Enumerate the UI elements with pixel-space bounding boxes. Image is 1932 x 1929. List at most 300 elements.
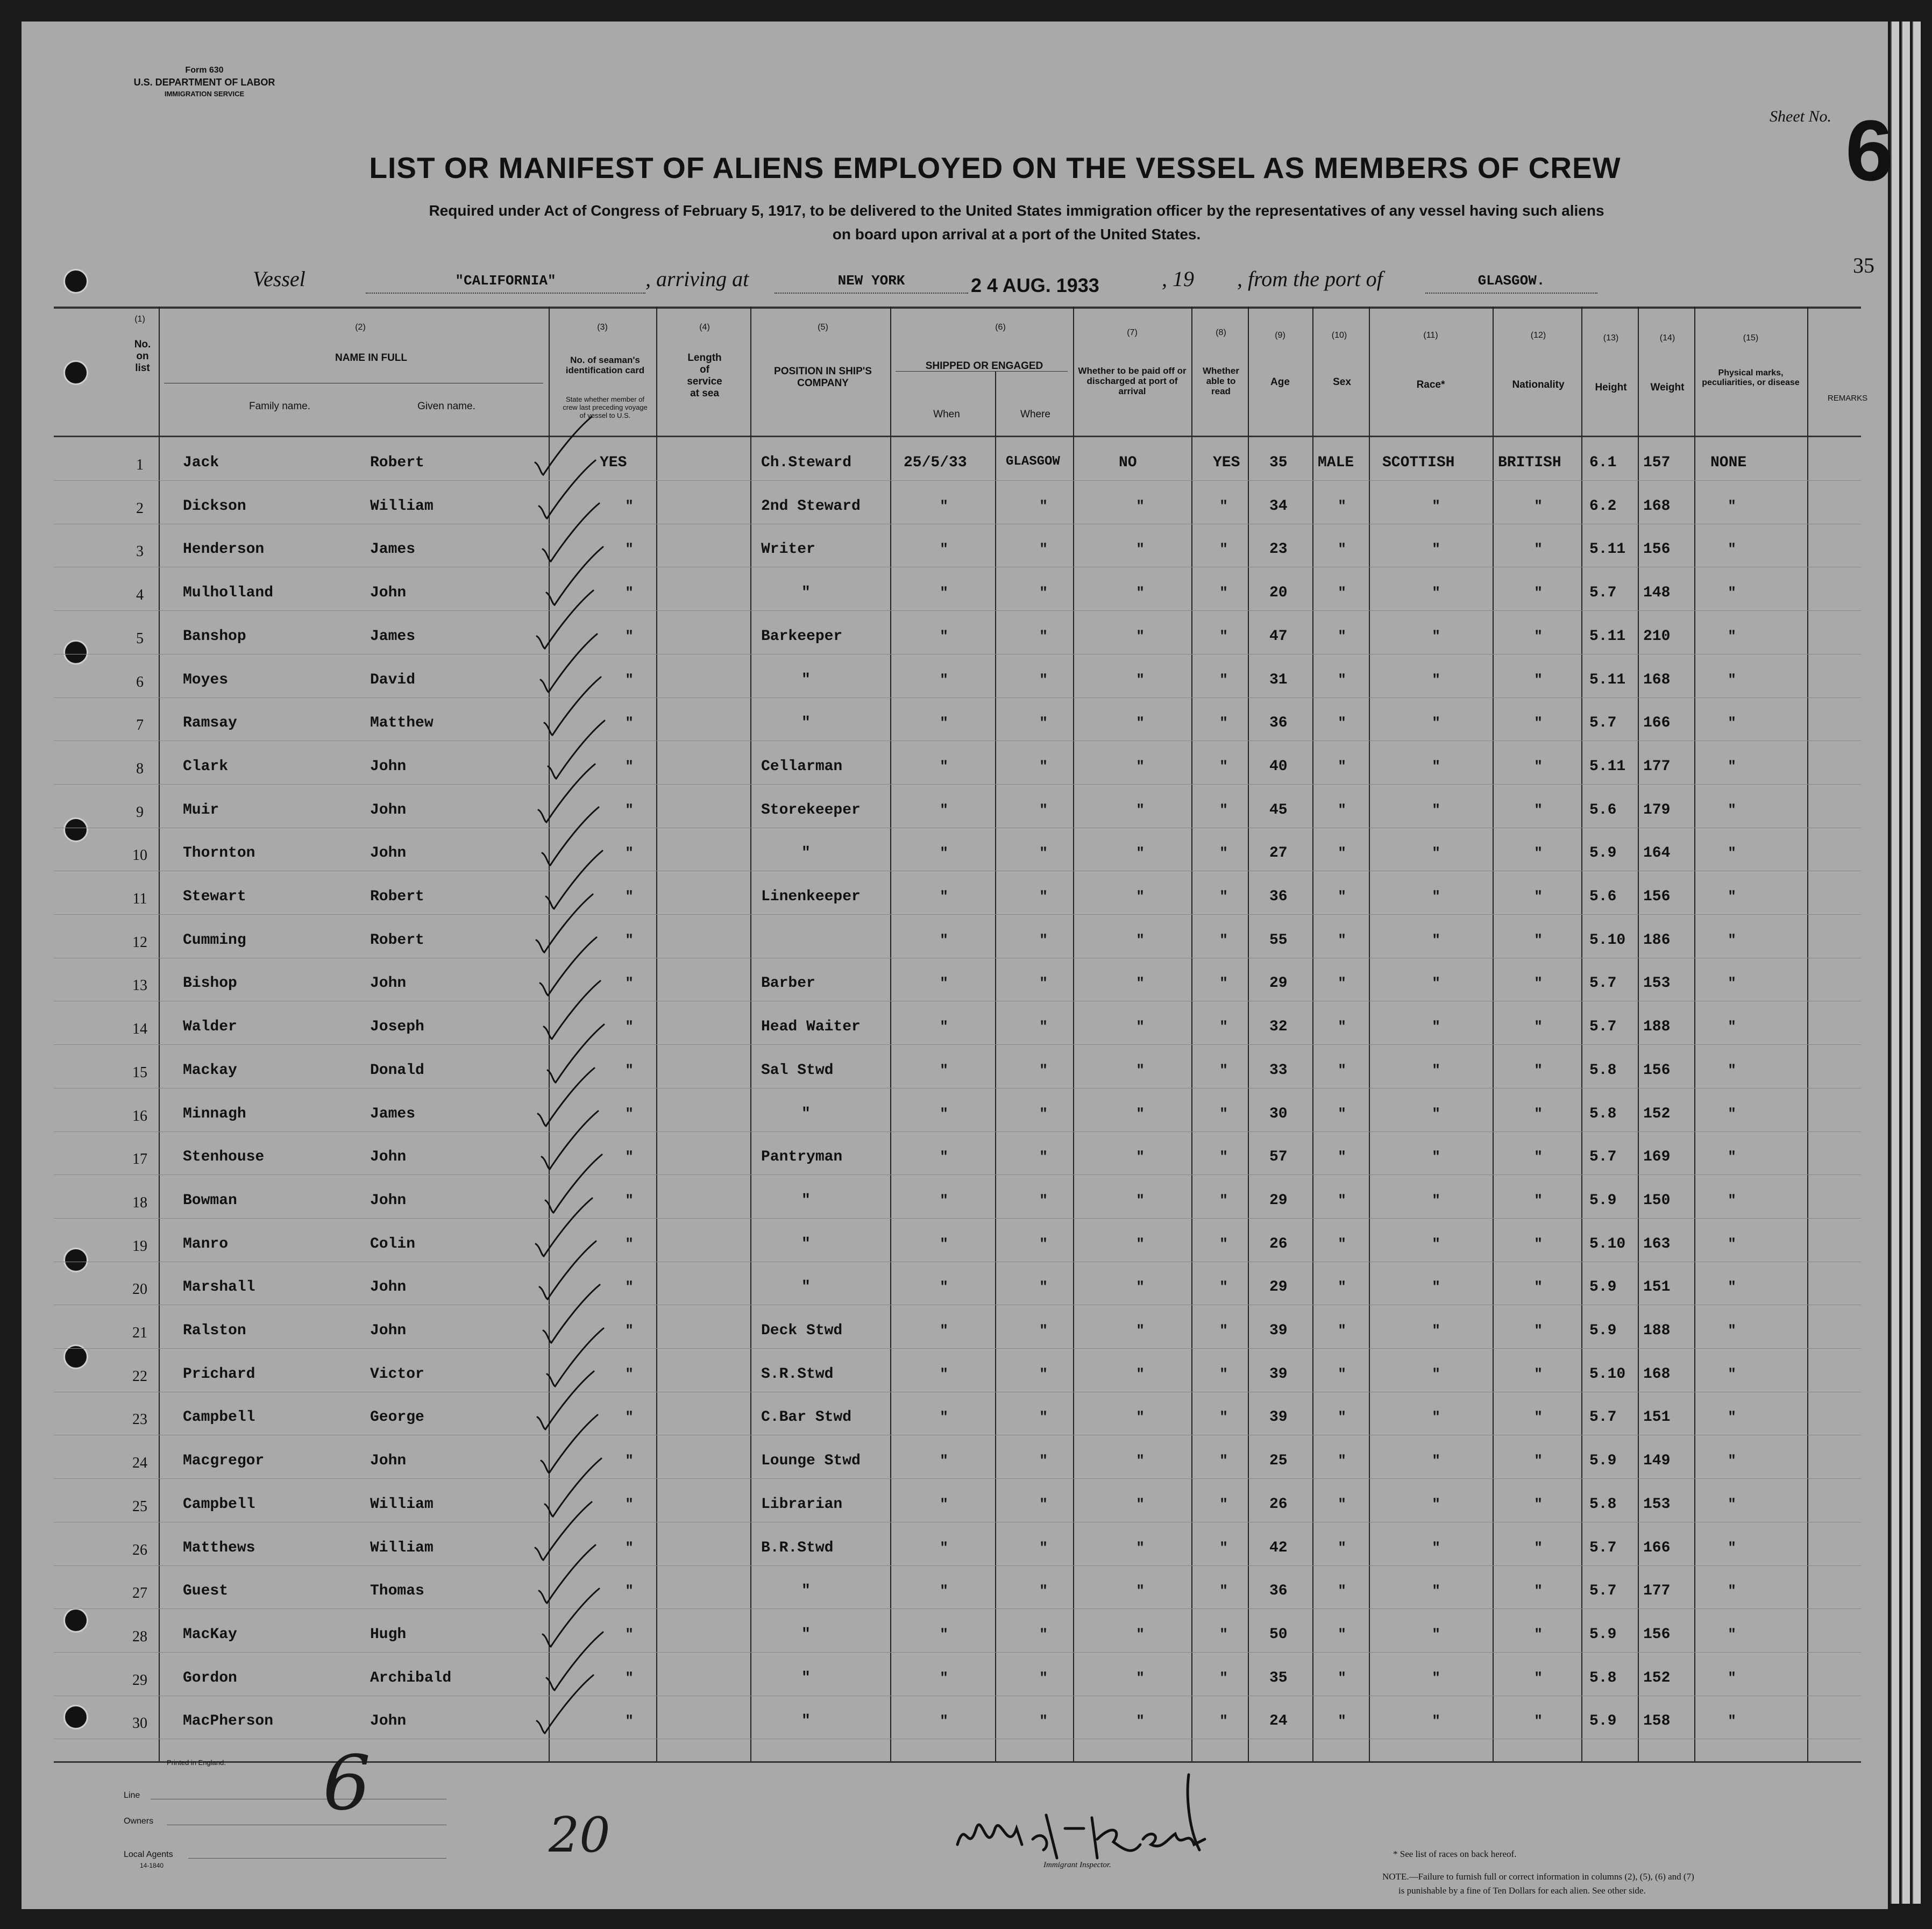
where-ditto: "	[1039, 672, 1048, 688]
col-rule	[890, 307, 891, 1761]
marks-ditto: "	[1728, 585, 1736, 601]
marks-ditto: "	[1728, 715, 1736, 731]
nationality-ditto: "	[1534, 888, 1543, 905]
form-code: 14-1840	[140, 1862, 164, 1869]
where-ditto: "	[1039, 1496, 1048, 1512]
when-ditto: "	[940, 1626, 948, 1642]
sex-ditto: "	[1338, 672, 1346, 688]
race-ditto: "	[1432, 1019, 1440, 1035]
height: 5.8	[1589, 1496, 1617, 1513]
nationality-ditto: "	[1534, 1713, 1543, 1729]
race-ditto: "	[1432, 715, 1440, 731]
height: 5.9	[1589, 1453, 1617, 1469]
sex-ditto: "	[1338, 1019, 1346, 1035]
sex-ditto: "	[1338, 1106, 1346, 1122]
col-rule	[1073, 307, 1074, 1761]
id-card-ditto: "	[625, 672, 634, 688]
when-ditto: "	[940, 1453, 948, 1469]
col8-number: (8)	[1216, 328, 1226, 337]
nationality-ditto: "	[1534, 585, 1543, 601]
family-name: Cumming	[183, 932, 246, 949]
when-ditto: "	[940, 1713, 948, 1729]
marks-ditto: "	[1728, 1106, 1736, 1122]
row-rule	[54, 1652, 1861, 1653]
read-ditto: "	[1219, 1192, 1228, 1208]
col6-number: (6)	[995, 323, 1006, 332]
col4-number: (4)	[699, 323, 710, 332]
ship-position: Cellarman	[761, 758, 843, 775]
age: 45	[1269, 802, 1288, 818]
marks-ditto: "	[1728, 498, 1736, 514]
marks-ditto: "	[1728, 1062, 1736, 1078]
sex: MALE	[1318, 454, 1354, 471]
read-ditto: "	[1219, 845, 1228, 861]
sheet-label: Sheet No.	[1770, 108, 1831, 125]
when-ditto: "	[940, 1670, 948, 1686]
age: 34	[1269, 498, 1288, 515]
age: 31	[1269, 672, 1288, 688]
marks-ditto: "	[1728, 1019, 1736, 1035]
row-rule	[54, 1565, 1861, 1566]
given-name: Hugh	[370, 1626, 407, 1643]
sex-ditto: "	[1338, 1540, 1346, 1556]
binder-hole	[63, 360, 88, 385]
paid-ditto: "	[1136, 1106, 1145, 1122]
read-ditto: "	[1219, 498, 1228, 514]
col2-family-header: Family name.	[248, 401, 311, 412]
nationality-ditto: "	[1534, 1106, 1543, 1122]
check-mark-icon	[526, 1670, 601, 1740]
sex-ditto: "	[1338, 932, 1346, 948]
race-ditto: "	[1432, 1279, 1440, 1295]
row-number: 28	[132, 1628, 147, 1645]
family-name: MacPherson	[183, 1713, 274, 1729]
height: 5.10	[1589, 932, 1626, 949]
row-number: 5	[136, 630, 144, 647]
paid-ditto: "	[1136, 758, 1145, 774]
family-name: Gordon	[183, 1670, 237, 1686]
race-ditto: "	[1432, 932, 1440, 948]
when-ditto: "	[940, 585, 948, 601]
height: 5.6	[1589, 802, 1617, 818]
manifest-sheet	[22, 22, 1893, 1909]
when-ditto: "	[940, 1236, 948, 1252]
read-ditto: "	[1219, 1583, 1228, 1599]
nationality-ditto: "	[1534, 1409, 1543, 1425]
weight: 156	[1643, 888, 1671, 905]
height: 5.10	[1589, 1236, 1626, 1252]
read-ditto: "	[1219, 1540, 1228, 1556]
document-subtitle	[290, 199, 1743, 246]
department: U.S. DEPARTMENT OF LABOR	[133, 77, 275, 88]
ship-position: "	[801, 715, 811, 731]
col-rule	[750, 307, 751, 1761]
id-card-ditto: "	[625, 932, 634, 948]
ship-position: "	[801, 1713, 811, 1729]
id-card-ditto: "	[625, 1019, 634, 1035]
when-ditto: "	[940, 715, 948, 731]
penalty-note-1: NOTE.—Failure to furnish full or correct information in columns (2), (5), (6) and (7)	[1382, 1871, 1694, 1882]
paid-ditto: "	[1136, 1409, 1145, 1425]
age: 20	[1269, 585, 1288, 601]
sex-ditto: "	[1338, 888, 1346, 905]
ship-position: C.Bar Stwd	[761, 1409, 852, 1426]
col-rule	[1312, 307, 1313, 1761]
when-ditto: "	[940, 1540, 948, 1556]
table-top-rule	[54, 307, 1861, 309]
marks-ditto: "	[1728, 1322, 1736, 1339]
where-ditto: "	[1039, 802, 1048, 818]
where-ditto: "	[1039, 932, 1048, 948]
paid-off: NO	[1119, 454, 1137, 471]
nationality-ditto: "	[1534, 758, 1543, 774]
owners-label: Owners	[124, 1817, 154, 1826]
col6-header: SHIPPED OR ENGAGED	[925, 360, 1043, 372]
shipped-where: GLASGOW	[1006, 454, 1060, 469]
year-label: , 19	[1162, 267, 1194, 291]
paid-ditto: "	[1136, 541, 1145, 557]
sex-ditto: "	[1338, 1670, 1346, 1686]
where-ditto: "	[1039, 1713, 1048, 1729]
row-number: 24	[132, 1455, 147, 1471]
ship-position: Linenkeeper	[761, 888, 861, 905]
document-title: LIST OR MANIFEST OF ALIENS EMPLOYED ON THE VESSEL AS MEMBERS OF CREW	[369, 151, 1621, 184]
marks-ditto: "	[1728, 888, 1736, 905]
when-ditto: "	[940, 888, 948, 905]
nationality-ditto: "	[1534, 1496, 1543, 1512]
paid-ditto: "	[1136, 715, 1145, 731]
race-ditto: "	[1432, 1670, 1440, 1686]
id-card-ditto: "	[625, 1583, 634, 1599]
given-name: John	[370, 845, 407, 862]
weight: 156	[1643, 1062, 1671, 1079]
race-ditto: "	[1432, 672, 1440, 688]
ship-position: S.R.Stwd	[761, 1366, 834, 1383]
weight: 152	[1643, 1106, 1671, 1122]
marks-ditto: "	[1728, 1670, 1736, 1686]
race-ditto: "	[1432, 1366, 1440, 1382]
family-name: Banshop	[183, 628, 246, 645]
when-ditto: "	[940, 1106, 948, 1122]
weight: 163	[1643, 1236, 1671, 1252]
where-ditto: "	[1039, 715, 1048, 731]
paid-ditto: "	[1136, 1062, 1145, 1078]
paid-ditto: "	[1136, 845, 1145, 861]
from-port: GLASGOW.	[1425, 269, 1597, 294]
col2-header: NAME IN FULL	[335, 352, 408, 364]
sex-ditto: "	[1338, 1496, 1346, 1512]
col9-header: Age	[1270, 376, 1290, 388]
read-ditto: "	[1219, 1106, 1228, 1122]
vessel-label: Vessel	[253, 267, 306, 291]
ship-position: Librarian	[761, 1496, 843, 1513]
family-name: Macgregor	[183, 1453, 265, 1469]
age: 55	[1269, 932, 1288, 949]
sex-ditto: "	[1338, 1149, 1346, 1165]
family-name: Campbell	[183, 1409, 255, 1426]
nationality-ditto: "	[1534, 1366, 1543, 1382]
col3-sub-header: State whether member of crew last preceding voyage of vessel to U.S.	[563, 395, 648, 419]
where-ditto: "	[1039, 1019, 1048, 1035]
col15-number: (15)	[1743, 333, 1759, 343]
age: 57	[1269, 1149, 1288, 1165]
family-name: Henderson	[183, 541, 265, 558]
family-name: Manro	[183, 1236, 229, 1252]
where-ditto: "	[1039, 1540, 1048, 1556]
marks-ditto: "	[1728, 1149, 1736, 1165]
marks-ditto: "	[1728, 1583, 1736, 1599]
race-ditto: "	[1432, 1149, 1440, 1165]
row-number: 10	[132, 847, 147, 864]
paid-ditto: "	[1136, 1453, 1145, 1469]
when-ditto: "	[940, 1192, 948, 1208]
family-name: Guest	[183, 1583, 229, 1599]
nationality-ditto: "	[1534, 802, 1543, 818]
sex-ditto: "	[1338, 1192, 1346, 1208]
weight: 156	[1643, 541, 1671, 558]
row-number: 26	[132, 1542, 147, 1558]
age: 32	[1269, 1019, 1288, 1035]
row-number: 6	[136, 674, 144, 691]
row-number: 15	[132, 1064, 147, 1081]
height: 5.9	[1589, 1322, 1617, 1339]
paid-ditto: "	[1136, 585, 1145, 601]
age: 35	[1269, 454, 1288, 471]
col3-header: No. of seaman's identification card	[565, 355, 645, 375]
row-rule	[54, 784, 1861, 785]
col7-header: Whether to be paid off or discharged at port of arrival	[1078, 366, 1187, 396]
handwritten-six: 6	[323, 1740, 371, 1827]
family-name: Minnagh	[183, 1106, 246, 1122]
id-card-status: YES	[600, 454, 627, 471]
family-name: Walder	[183, 1019, 237, 1035]
col9-number: (9)	[1275, 331, 1285, 340]
race-ditto: "	[1432, 1453, 1440, 1469]
binder-hole	[63, 1608, 88, 1633]
weight: 177	[1643, 1583, 1671, 1599]
col14-number: (14)	[1659, 333, 1675, 343]
nationality-ditto: "	[1534, 1453, 1543, 1469]
age: 35	[1269, 1670, 1288, 1686]
weight: 168	[1643, 1366, 1671, 1383]
ship-position: Sal Stwd	[761, 1062, 834, 1079]
id-card-ditto: "	[625, 541, 634, 557]
given-name: Robert	[370, 932, 424, 949]
nationality-ditto: "	[1534, 1583, 1543, 1599]
inspector-signature	[936, 1764, 1216, 1877]
binder-hole	[63, 1705, 88, 1729]
paid-ditto: "	[1136, 888, 1145, 905]
row-number: 2	[136, 500, 144, 517]
row-number: 23	[132, 1411, 147, 1428]
id-card-ditto: "	[625, 498, 634, 514]
row-number: 3	[136, 543, 144, 560]
given-name: John	[370, 758, 407, 775]
age: 36	[1269, 888, 1288, 905]
row-number: 13	[132, 977, 147, 994]
arriving-label: , arriving at	[645, 267, 749, 291]
ship-position: 2nd Steward	[761, 498, 861, 515]
marks-ditto: "	[1728, 1496, 1736, 1512]
col13-header: Height	[1595, 382, 1627, 393]
race-ditto: "	[1432, 802, 1440, 818]
row-rule	[54, 1348, 1861, 1349]
nationality-ditto: "	[1534, 1192, 1543, 1208]
weight: 151	[1643, 1279, 1671, 1296]
marks-ditto: "	[1728, 1409, 1736, 1425]
id-card-ditto: "	[625, 1626, 634, 1642]
when-ditto: "	[940, 975, 948, 991]
sex-ditto: "	[1338, 1453, 1346, 1469]
height: 5.7	[1589, 715, 1617, 731]
id-card-ditto: "	[625, 758, 634, 774]
col13-number: (13)	[1603, 333, 1619, 343]
race-ditto: "	[1432, 888, 1440, 905]
row-rule	[54, 610, 1861, 611]
ship-position: "	[801, 1626, 811, 1643]
where-ditto: "	[1039, 585, 1048, 601]
race-ditto: "	[1432, 1540, 1440, 1556]
subtitle-line-2: on board upon arrival at a port of the United States.	[832, 226, 1201, 243]
age: 36	[1269, 1583, 1288, 1599]
read-ditto: "	[1219, 1626, 1228, 1642]
sex-ditto: "	[1338, 1409, 1346, 1425]
row-number: 29	[132, 1672, 147, 1689]
family-name: Muir	[183, 802, 219, 818]
row-rule	[54, 914, 1861, 915]
given-name: John	[370, 1713, 407, 1729]
sex-ditto: "	[1338, 845, 1346, 861]
paid-ditto: "	[1136, 628, 1145, 644]
binder-hole	[63, 817, 88, 842]
where-ditto: "	[1039, 1409, 1048, 1425]
ship-position: "	[801, 1192, 811, 1209]
col-rule	[1581, 307, 1582, 1761]
weight: 166	[1643, 1540, 1671, 1556]
col11-number: (11)	[1423, 331, 1438, 340]
read-ditto: "	[1219, 1062, 1228, 1078]
id-card-ditto: "	[625, 1106, 634, 1122]
paid-ditto: "	[1136, 1322, 1145, 1339]
given-name: Archibald	[370, 1670, 452, 1686]
row-number: 27	[132, 1585, 147, 1601]
race-note: * See list of races on back hereof.	[1393, 1849, 1517, 1859]
nationality-ditto: "	[1534, 672, 1543, 688]
family-name: Campbell	[183, 1496, 255, 1513]
family-name: Bowman	[183, 1192, 237, 1209]
marks-ditto: "	[1728, 672, 1736, 688]
weight: 168	[1643, 672, 1671, 688]
page-edge	[1912, 22, 1921, 1904]
col8-header: Whether able to read	[1203, 366, 1239, 396]
ship-position: Head Waiter	[761, 1019, 861, 1035]
header-bottom-rule	[54, 436, 1861, 437]
race-ditto: "	[1432, 1322, 1440, 1339]
race-ditto: "	[1432, 1409, 1440, 1425]
nationality-ditto: "	[1534, 1626, 1543, 1642]
nationality-ditto: "	[1534, 1279, 1543, 1295]
nationality-ditto: "	[1534, 1062, 1543, 1078]
height: 5.7	[1589, 1149, 1617, 1165]
given-name: George	[370, 1409, 424, 1426]
id-card-ditto: "	[625, 1453, 634, 1469]
given-name: James	[370, 541, 416, 558]
height: 5.8	[1589, 1670, 1617, 1686]
col-rule	[159, 307, 160, 1761]
col6-where-header: Where	[1020, 409, 1050, 420]
height: 5.11	[1589, 628, 1626, 645]
race-ditto: "	[1432, 498, 1440, 514]
sex-ditto: "	[1338, 1236, 1346, 1252]
ship-position: Barkeeper	[761, 628, 843, 645]
subtitle-line-1: Required under Act of Congress of February 5, 1917, to be delivered to the United States immigration officer by the representatives of any vessel having such aliens	[429, 202, 1604, 219]
when-ditto: "	[940, 845, 948, 861]
where-ditto: "	[1039, 758, 1048, 774]
row-number: 9	[136, 804, 144, 821]
binder-hole	[63, 640, 88, 665]
paid-ditto: "	[1136, 1713, 1145, 1729]
row-number: 20	[132, 1281, 147, 1298]
nationality-ditto: "	[1534, 498, 1543, 514]
col11-header: Race*	[1416, 379, 1445, 390]
handwritten-twenty: 20	[549, 1807, 610, 1863]
row-number: 30	[132, 1715, 147, 1732]
penalty-note-2: is punishable by a fine of Ten Dollars for each alien. See other side.	[1398, 1885, 1646, 1896]
height: 5.8	[1589, 1062, 1617, 1079]
row-number: 11	[132, 891, 147, 907]
given-name: William	[370, 1496, 434, 1513]
when-ditto: "	[940, 1322, 948, 1339]
read-ditto: "	[1219, 888, 1228, 905]
family-name: Matthews	[183, 1540, 255, 1556]
id-card-ditto: "	[625, 1279, 634, 1295]
height: 5.9	[1589, 1279, 1617, 1296]
where-ditto: "	[1039, 888, 1048, 905]
read-ditto: "	[1219, 541, 1228, 557]
weight: 186	[1643, 932, 1671, 949]
row-rule	[54, 1044, 1861, 1045]
col-rule	[1248, 307, 1249, 1761]
given-name: David	[370, 672, 416, 688]
page-number: 35	[1853, 253, 1874, 277]
row-number: 12	[132, 934, 147, 951]
age: 50	[1269, 1626, 1288, 1643]
when-ditto: "	[940, 1409, 948, 1425]
sheet-number: 6	[1845, 102, 1893, 198]
ship-position: B.R.Stwd	[761, 1540, 834, 1556]
nationality-ditto: "	[1534, 541, 1543, 557]
race-ditto: "	[1432, 1106, 1440, 1122]
row-number: 18	[132, 1194, 147, 1211]
height: 5.9	[1589, 845, 1617, 862]
given-name: Donald	[370, 1062, 424, 1079]
ship-position: "	[801, 845, 811, 862]
when-ditto: "	[940, 1496, 948, 1512]
marks-ditto: "	[1728, 758, 1736, 774]
race-ditto: "	[1432, 541, 1440, 557]
nationality: BRITISH	[1498, 454, 1561, 471]
form-info	[97, 65, 312, 100]
age: 33	[1269, 1062, 1288, 1079]
age: 39	[1269, 1366, 1288, 1383]
given-name: Matthew	[370, 715, 434, 731]
row-number: 4	[136, 587, 144, 603]
read-ditto: "	[1219, 1236, 1228, 1252]
from-label: , from the port of	[1237, 267, 1383, 291]
where-ditto: "	[1039, 1626, 1048, 1642]
family-name: Clark	[183, 758, 229, 775]
age: 40	[1269, 758, 1288, 775]
